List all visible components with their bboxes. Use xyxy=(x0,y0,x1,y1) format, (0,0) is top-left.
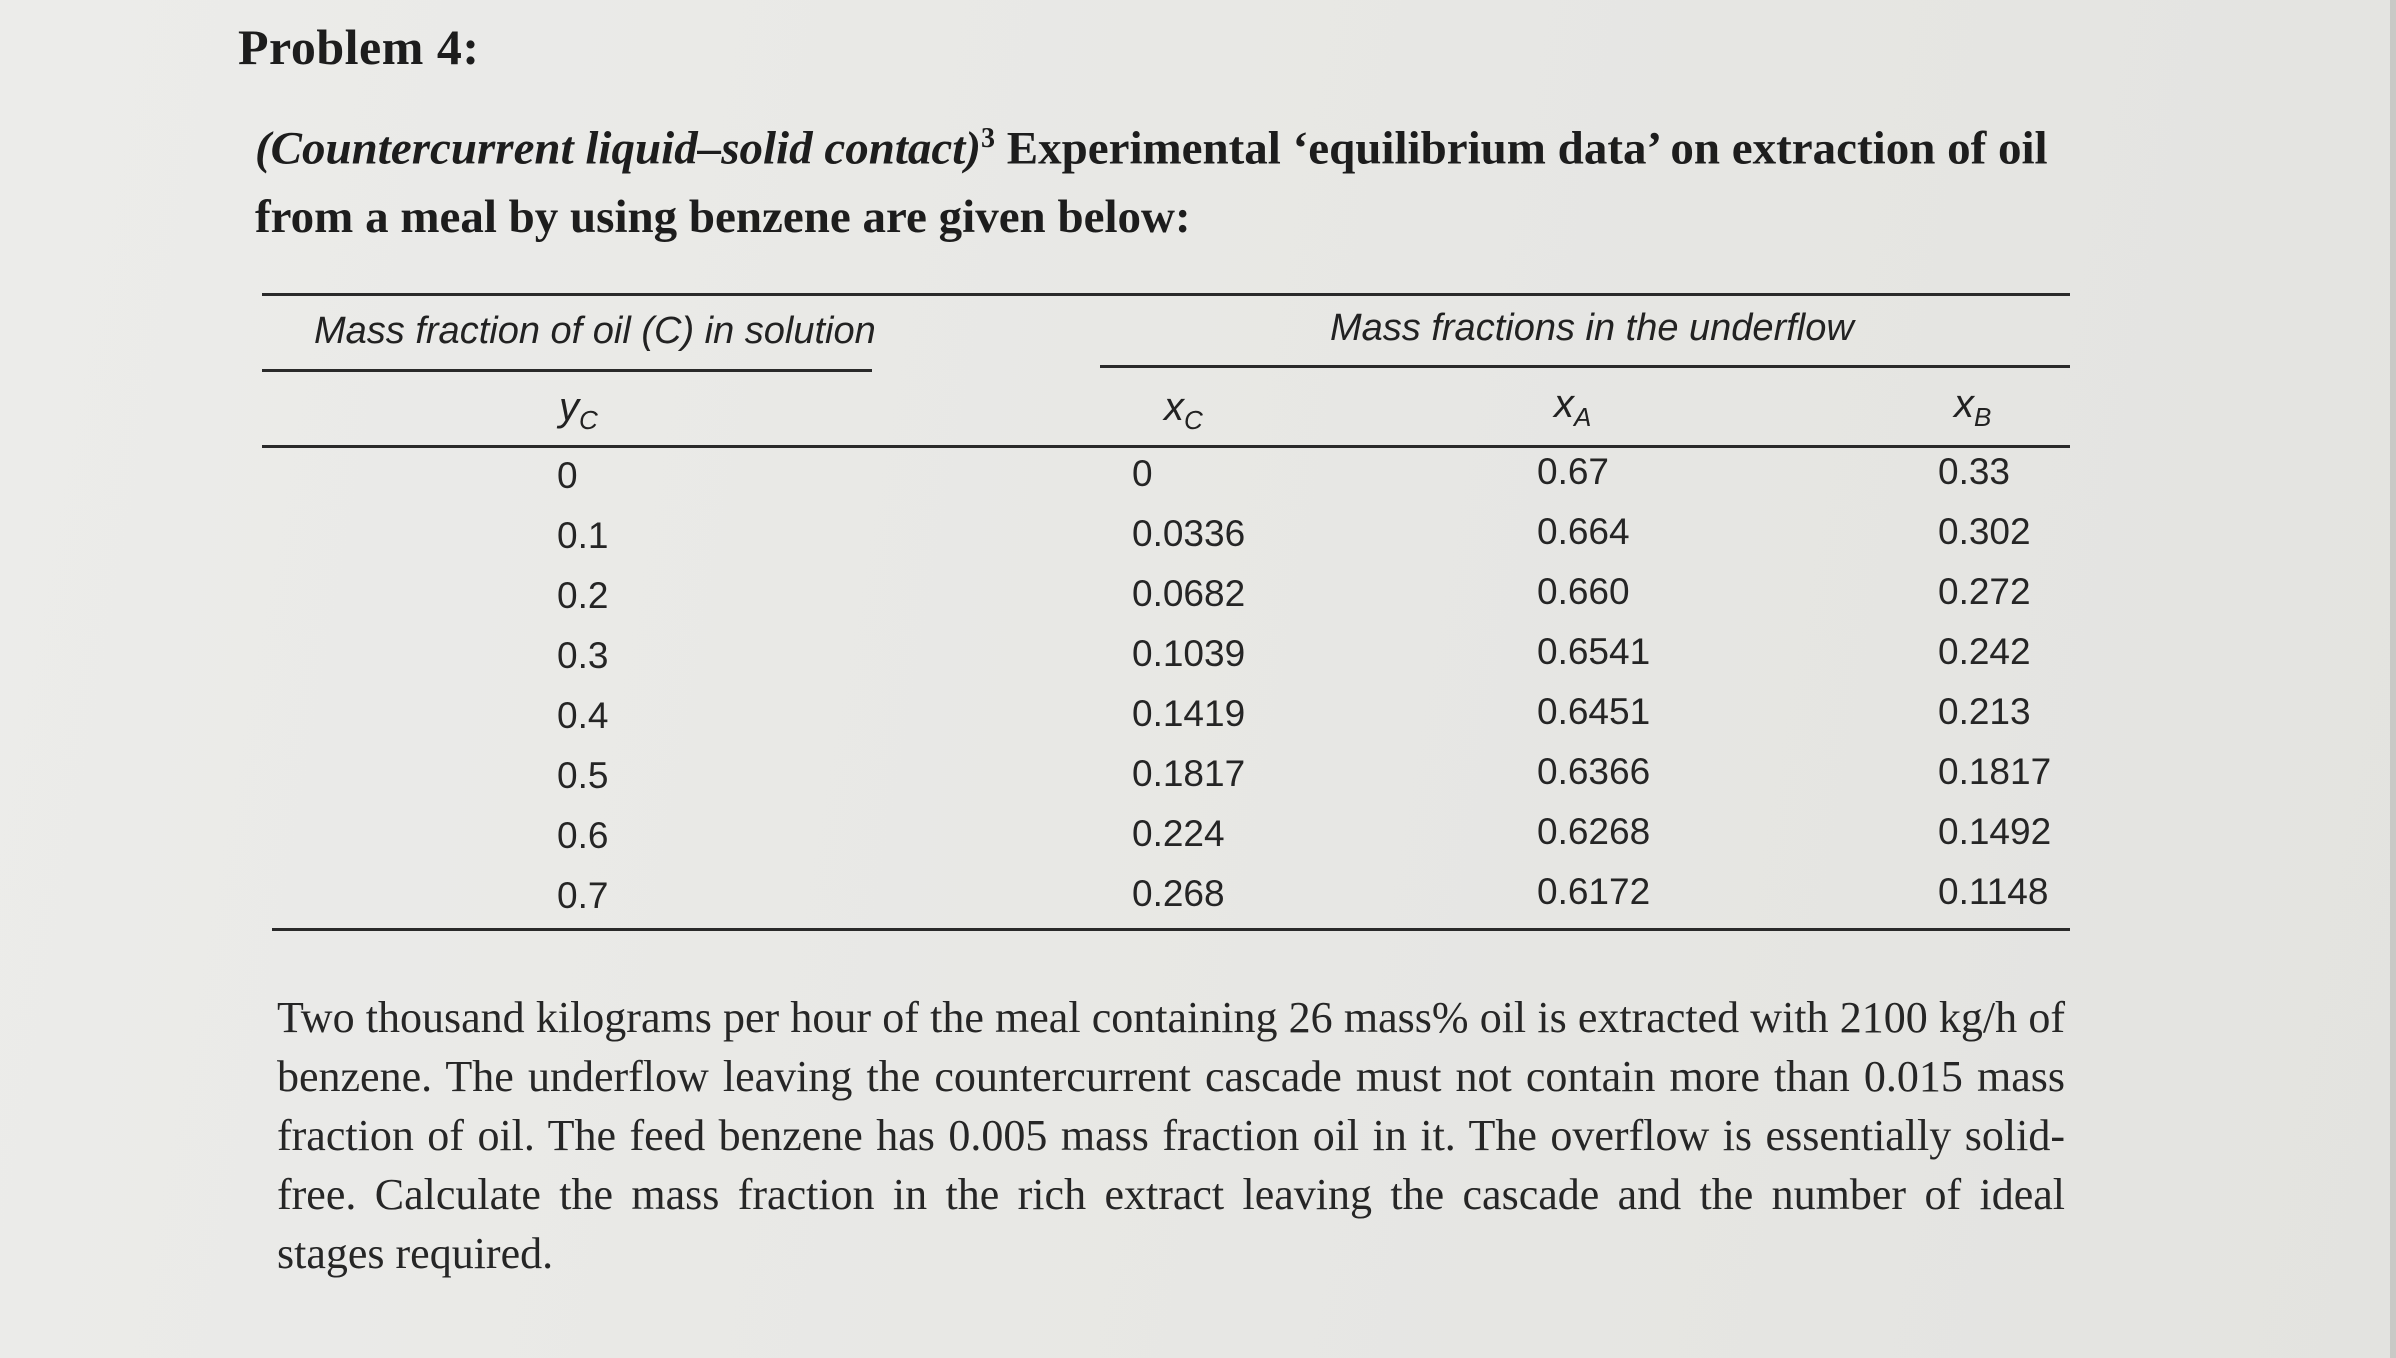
cell-xa: 0.6541 xyxy=(1537,631,1651,672)
cell-xa: 0.660 xyxy=(1537,571,1630,612)
column-header-xb xyxy=(1954,382,1991,433)
cell-xc: 0.268 xyxy=(1132,873,1225,914)
cell-yc: 0.5 xyxy=(557,755,609,796)
cell-xc: 0.1419 xyxy=(1132,693,1246,734)
cell-xa: 0.664 xyxy=(1537,511,1630,552)
column-header-yc xyxy=(559,385,598,436)
page-edge xyxy=(2390,0,2396,1358)
column-header-base: x xyxy=(1954,382,1974,426)
column-header-base: x xyxy=(1554,382,1574,426)
group-underline-underflow xyxy=(1100,365,2070,368)
column-header-sub: C xyxy=(579,405,598,435)
cell-yc: 0.2 xyxy=(557,575,609,616)
table-top-rule xyxy=(262,293,2070,296)
column-header-xc xyxy=(1164,385,1203,436)
cell-yc: 0.4 xyxy=(557,695,609,736)
cell-xb: 0.1148 xyxy=(1938,871,2049,912)
cell-xa: 0.6172 xyxy=(1537,871,1651,912)
cell-xa: 0.67 xyxy=(1537,451,1610,492)
cell-xb: 0.242 xyxy=(1938,631,2031,672)
cell-xa: 0.6268 xyxy=(1537,811,1651,852)
intro-label: (Countercurrent liquid–solid contact) xyxy=(255,122,981,175)
table-bottom-rule xyxy=(272,928,2070,931)
cell-xc: 0.1039 xyxy=(1132,633,1246,674)
cell-xb: 0.1817 xyxy=(1938,751,2052,792)
cell-xc: 0 xyxy=(1132,453,1153,494)
cell-xa: 0.6366 xyxy=(1537,751,1651,792)
group-heading-underflow: Mass fractions in the underflow xyxy=(1330,307,1854,349)
intro-text: Experimental ‘equilibrium data’ on extraction of oil from a meal by using benzene are given below: xyxy=(255,122,2048,243)
cell-xb: 0.213 xyxy=(1938,691,2031,732)
cell-xb: 0.272 xyxy=(1938,571,2031,612)
cell-xa: 0.6451 xyxy=(1537,691,1651,732)
group-heading-solution: Mass fraction of oil (C) in solution xyxy=(314,310,876,352)
cell-xc: 0.224 xyxy=(1132,813,1225,854)
cell-xb: 0.1492 xyxy=(1938,811,2052,852)
equilibrium-table xyxy=(262,285,2070,945)
column-header-xa xyxy=(1554,382,1591,433)
table-header-rule xyxy=(262,445,2070,448)
cell-xb: 0.33 xyxy=(1938,451,2011,492)
cell-yc: 0 xyxy=(557,455,578,496)
cell-xc: 0.0336 xyxy=(1132,513,1246,554)
cell-yc: 0.1 xyxy=(557,515,609,556)
column-header-base: x xyxy=(1164,385,1184,429)
problem-title: Problem 4: xyxy=(238,19,480,75)
cell-xc: 0.0682 xyxy=(1132,573,1246,614)
cell-yc: 0.7 xyxy=(557,875,609,916)
problem-statement: Two thousand kilograms per hour of the meal containing 26 mass% oil is extracted with 2100 kg/h of benzene. The underflow leaving the countercurrent cascade must not contain more than 0.015 mass fraction of oil. The feed benzene has 0.005 mass fraction oil in it. The overflow is essentially solid-free. Calculate the mass fraction in the rich extract leaving the cascade and the number of ideal stages required. xyxy=(277,993,2065,1278)
cell-yc: 0.6 xyxy=(557,815,609,856)
cell-xb: 0.302 xyxy=(1938,511,2031,552)
cell-yc: 0.3 xyxy=(557,635,609,676)
problem-intro xyxy=(255,105,2075,251)
group-underline-solution xyxy=(262,369,872,372)
column-header-sub: A xyxy=(1574,402,1592,432)
column-header-sub: B xyxy=(1974,402,1992,432)
column-header-base: y xyxy=(559,385,579,429)
cell-xc: 0.1817 xyxy=(1132,753,1246,794)
column-header-sub: C xyxy=(1184,405,1203,435)
intro-footnote: 3 xyxy=(980,123,995,154)
